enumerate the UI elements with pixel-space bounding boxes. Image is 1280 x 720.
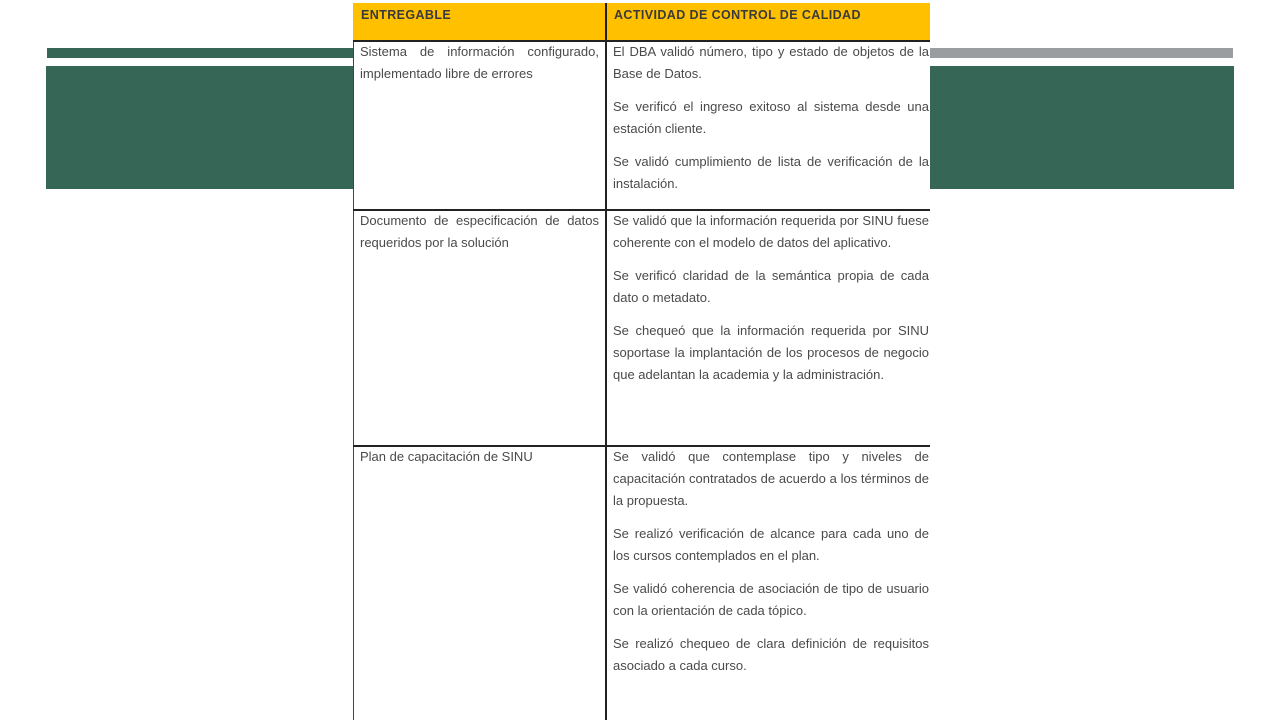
quality-control-table bbox=[353, 3, 930, 720]
activity-item: Se chequeó que la información requerida por SINU soportase la implantación de los procesos de negocio que adelantan la academia y la administración. bbox=[613, 323, 929, 382]
decorative-bar-right bbox=[930, 48, 1233, 58]
deliverable-cell: Sistema de información configurado, implementado libre de errores bbox=[360, 44, 599, 81]
decorative-bar-left bbox=[47, 48, 353, 58]
activity-item: Se validó que la información requerida por SINU fuese coherente con el modelo de datos del aplicativo. bbox=[613, 213, 929, 250]
activity-item: Se verificó el ingreso exitoso al sistema desde una estación cliente. bbox=[613, 99, 929, 136]
activity-item: Se validó que contemplase tipo y niveles de capacitación contratados de acuerdo a los términos de la propuesta. bbox=[613, 449, 929, 508]
table-header bbox=[353, 3, 930, 40]
activity-item: Se validó cumplimiento de lista de verificación de la instalación. bbox=[613, 154, 929, 191]
column-header-activity: ACTIVIDAD DE CONTROL DE CALIDAD bbox=[614, 8, 861, 22]
activity-item: Se realizó chequeo de clara definición de requisitos asociado a cada curso. bbox=[613, 636, 929, 673]
activity-cell bbox=[613, 446, 929, 688]
activity-cell bbox=[613, 41, 929, 206]
activity-item: El DBA validó número, tipo y estado de objetos de la Base de Datos. bbox=[613, 44, 929, 81]
activity-item: Se validó coherencia de asociación de tipo de usuario con la orientación de cada tópico. bbox=[613, 581, 929, 618]
table-left-border bbox=[353, 40, 354, 720]
column-header-deliverable: ENTREGABLE bbox=[361, 8, 452, 22]
activity-item: Se realizó verificación de alcance para cada uno de los cursos contemplados en el plan. bbox=[613, 526, 929, 563]
deliverable-cell: Documento de especificación de datos requeridos por la solución bbox=[360, 213, 599, 250]
deliverable-cell: Plan de capacitación de SINU bbox=[360, 449, 533, 464]
activity-item: Se verificó claridad de la semántica propia de cada dato o metadato. bbox=[613, 268, 929, 305]
table-column-divider bbox=[605, 3, 607, 720]
activity-cell bbox=[613, 210, 929, 397]
